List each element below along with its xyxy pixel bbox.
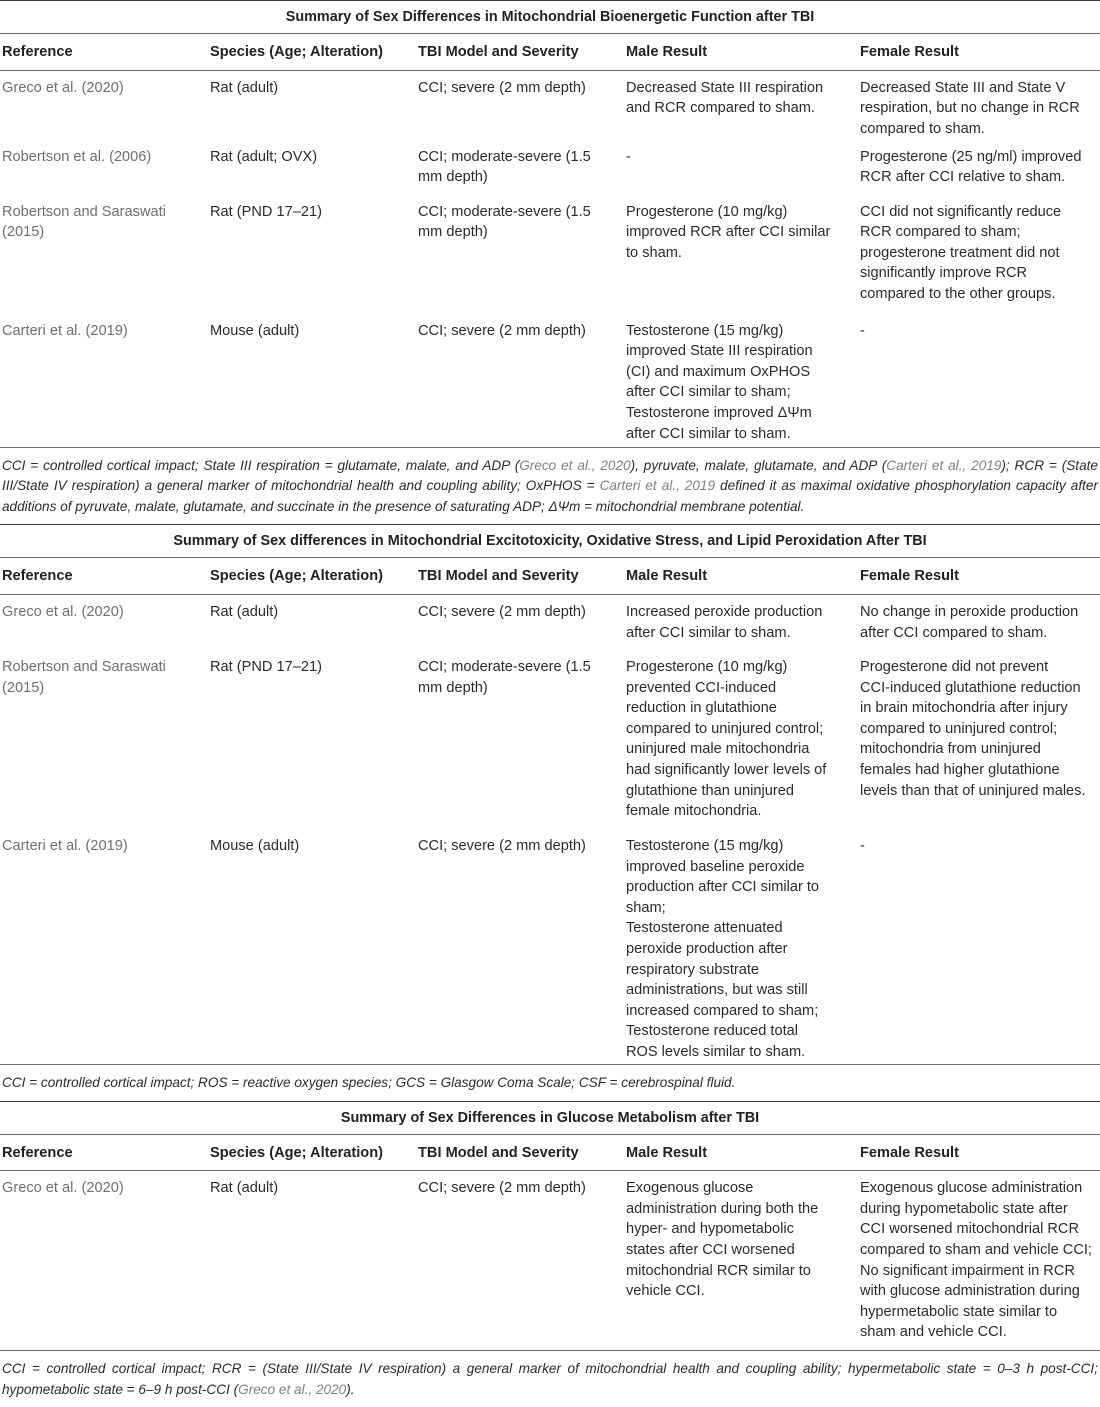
female-line: CCI-induced glutathione reduction bbox=[860, 679, 1081, 696]
reference-cell: Robertson and Saraswati (2015) bbox=[2, 203, 166, 241]
male-result-cell bbox=[624, 657, 858, 829]
male-result-cell bbox=[624, 202, 858, 314]
female-line: after CCI compared to sham. bbox=[860, 624, 1048, 641]
table-footnote bbox=[0, 448, 1100, 525]
male-line: improved baseline peroxide bbox=[626, 858, 805, 875]
female-line: females had higher glutathione bbox=[860, 761, 1060, 778]
table-footnote bbox=[0, 1351, 1100, 1407]
female-line: compared to sham. bbox=[860, 120, 985, 137]
table-row bbox=[0, 314, 1100, 447]
model-cell: CCI; moderate-severe (1.5 mm depth) bbox=[418, 148, 591, 186]
species-cell: Rat (PND 17–21) bbox=[210, 203, 322, 220]
reference-cell: Greco et al. (2020) bbox=[2, 1180, 124, 1197]
female-line: in brain mitochondria after injury bbox=[860, 700, 1068, 717]
species-cell: Rat (adult) bbox=[210, 1180, 279, 1197]
reference-cell: Greco et al. (2020) bbox=[2, 79, 124, 96]
female-line: hypermetabolic state similar to bbox=[860, 1303, 1058, 1320]
header-species: Species (Age; Alteration) bbox=[210, 1144, 383, 1161]
male-result-cell bbox=[624, 147, 858, 195]
female-line: progesterone treatment did not bbox=[860, 244, 1060, 261]
female-result-cell bbox=[858, 836, 1100, 1064]
male-result-cell bbox=[624, 321, 858, 447]
male-line: peroxide production after bbox=[626, 940, 788, 957]
model-cell: CCI; moderate-severe (1.5 mm depth) bbox=[418, 658, 591, 696]
species-cell: Rat (adult) bbox=[210, 79, 279, 96]
male-line: female mitochondria. bbox=[626, 803, 762, 820]
female-line: sham and vehicle CCI. bbox=[860, 1324, 1007, 1341]
table-section-bioenergetic bbox=[0, 0, 1100, 524]
header-row bbox=[0, 558, 1100, 594]
female-result-cell bbox=[858, 147, 1100, 195]
male-line: mitochondrial RCR similar to bbox=[626, 1262, 811, 1279]
footnote-text: ); RCR = (State III/State IV respiration) a general marker of mitochondrial health and coupling ability; OxPHOS = bbox=[2, 457, 1098, 494]
male-line: sham; bbox=[626, 899, 666, 916]
reference-cell: Robertson and Saraswati (2015) bbox=[2, 658, 166, 696]
male-line: after CCI similar to sham; bbox=[626, 384, 791, 401]
header-reference: Reference bbox=[2, 44, 73, 60]
female-line: respiration, but no change in RCR bbox=[860, 100, 1080, 117]
male-line: and RCR compared to sham. bbox=[626, 100, 815, 117]
citation-link[interactable]: Carteri et al., 2019 bbox=[886, 457, 1002, 473]
female-line: with glucose administration during bbox=[860, 1283, 1080, 1300]
female-result-cell bbox=[858, 78, 1100, 140]
male-line: Testosterone (15 mg/kg) bbox=[626, 837, 784, 854]
footnote-text: CCI = controlled cortical impact; RCR = (State III/State IV respiration) a general marker of mitochondrial health and coupling ability; hypermetabolic state = 0–3 h post-CCI; hypometabolic state = 6–9 h post-CCI ( bbox=[2, 1361, 1098, 1397]
male-line: after CCI similar to sham. bbox=[626, 425, 791, 442]
reference-cell: Greco et al. (2020) bbox=[2, 603, 124, 620]
model-cell: CCI; severe (2 mm depth) bbox=[418, 603, 586, 620]
female-line: levels than that of uninjured males. bbox=[860, 782, 1086, 799]
male-line: Progesterone (10 mg/kg) bbox=[626, 658, 788, 675]
female-result-cell bbox=[858, 657, 1100, 829]
table-row bbox=[0, 1171, 1100, 1350]
table-row bbox=[0, 195, 1100, 314]
header-male-result: Male Result bbox=[626, 1144, 708, 1161]
female-line: RCR compared to sham; bbox=[860, 224, 1021, 241]
table-section-glucose-metabolism bbox=[0, 1101, 1100, 1407]
table-footnote: CCI = controlled cortical impact; ROS = reactive oxygen species; GCS = Glasgow Coma Scale; CSF = cerebrospinal fluid. bbox=[2, 1074, 736, 1090]
species-cell: Mouse (adult) bbox=[210, 322, 300, 339]
female-line: No significant impairment in RCR bbox=[860, 1262, 1075, 1279]
male-line: Progesterone (10 mg/kg) bbox=[626, 203, 788, 220]
section-title: Summary of Sex Differences in Mitochondrial Bioenergetic Function after TBI bbox=[285, 9, 815, 25]
female-line: Exogenous glucose administration bbox=[860, 1180, 1083, 1197]
female-line: mitochondria from uninjured bbox=[860, 741, 1041, 758]
male-line: Testosterone improved ΔΨm bbox=[626, 404, 812, 421]
footnote-text: ), pyruvate, malate, glutamate, and ADP ( bbox=[630, 457, 887, 473]
model-cell: CCI; severe (2 mm depth) bbox=[418, 1180, 586, 1197]
male-line: reduction in glutathione bbox=[626, 700, 777, 717]
reference-cell: Carteri et al. (2019) bbox=[2, 837, 128, 854]
male-line: production after CCI similar to bbox=[626, 879, 820, 896]
male-line: had significantly lower levels of bbox=[626, 761, 827, 778]
header-species: Species (Age; Alteration) bbox=[210, 44, 383, 60]
male-line: Decreased State III respiration bbox=[626, 79, 824, 96]
header-female-result: Female Result bbox=[860, 1144, 959, 1161]
female-line: compared to uninjured control; bbox=[860, 720, 1058, 737]
male-line: states after CCI worsened bbox=[626, 1241, 795, 1258]
male-result-cell bbox=[624, 836, 858, 1064]
model-cell: CCI; severe (2 mm depth) bbox=[418, 837, 586, 854]
male-line: (CI) and maximum OxPHOS bbox=[626, 363, 811, 380]
male-line: administrations, but was still bbox=[626, 982, 808, 999]
male-line: to sham. bbox=[626, 244, 682, 261]
female-result-cell bbox=[858, 1178, 1100, 1350]
reference-cell: Carteri et al. (2019) bbox=[2, 322, 128, 339]
footnote-text: defined it as maximal oxidative phosphorylation capacity after additions of pyruvate, malate, glutamate, and succinate in the presence of saturating ADP; ΔΨm = mitochondrial membrane potential. bbox=[2, 478, 1098, 514]
citation-link[interactable]: Greco et al., 2020 bbox=[519, 457, 631, 473]
male-line: prevented CCI-induced bbox=[626, 679, 777, 696]
male-line: glutathione than uninjured bbox=[626, 782, 794, 799]
female-line: RCR after CCI relative to sham. bbox=[860, 169, 1066, 186]
female-result-cell bbox=[858, 602, 1100, 650]
female-result-cell bbox=[858, 321, 1100, 447]
species-cell: Mouse (adult) bbox=[210, 837, 300, 854]
male-line: ROS levels similar to sham. bbox=[626, 1043, 806, 1060]
female-line: No change in peroxide production bbox=[860, 603, 1079, 620]
species-cell: Rat (PND 17–21) bbox=[210, 658, 322, 675]
male-line: - bbox=[626, 148, 631, 165]
header-model: TBI Model and Severity bbox=[418, 44, 579, 60]
header-female-result: Female Result bbox=[860, 568, 959, 585]
female-line: Progesterone (25 ng/ml) improved bbox=[860, 148, 1082, 165]
header-male-result: Male Result bbox=[626, 44, 708, 60]
male-line: hyper- and hypometabolic bbox=[626, 1221, 794, 1238]
male-line: Increased peroxide production bbox=[626, 603, 823, 620]
model-cell: CCI; moderate-severe (1.5 mm depth) bbox=[418, 203, 591, 241]
section-title: Summary of Sex Differences in Glucose Metabolism after TBI bbox=[340, 1109, 760, 1126]
species-cell: Rat (adult; OVX) bbox=[210, 148, 318, 165]
table-row bbox=[0, 829, 1100, 1064]
male-line: compared to uninjured control; bbox=[626, 720, 824, 737]
model-cell: CCI; severe (2 mm depth) bbox=[418, 79, 586, 96]
male-result-cell bbox=[624, 78, 858, 140]
male-line: Testosterone reduced total bbox=[626, 1023, 798, 1040]
header-male-result: Male Result bbox=[626, 568, 708, 585]
table-row bbox=[0, 650, 1100, 829]
female-line: compared to sham and vehicle CCI; bbox=[860, 1241, 1092, 1258]
female-line: significantly improve RCR bbox=[860, 265, 1028, 282]
footnote-text: CCI = controlled cortical impact; State III respiration = glutamate, malate, and ADP ( bbox=[2, 457, 520, 473]
section-title: Summary of Sex differences in Mitochondrial Excitotoxicity, Oxidative Stress, and Lipid Peroxidation After TBI bbox=[173, 533, 927, 550]
header-model: TBI Model and Severity bbox=[418, 1144, 579, 1161]
reference-cell: Robertson et al. (2006) bbox=[2, 148, 152, 165]
table-row bbox=[0, 140, 1100, 195]
header-reference: Reference bbox=[2, 1144, 73, 1161]
header-species: Species (Age; Alteration) bbox=[210, 568, 383, 585]
female-line: - bbox=[860, 837, 865, 854]
male-line: respiratory substrate bbox=[626, 961, 760, 978]
header-reference: Reference bbox=[2, 568, 73, 585]
header-model: TBI Model and Severity bbox=[418, 568, 579, 585]
male-line: Exogenous glucose bbox=[626, 1180, 754, 1197]
citation-link[interactable]: Greco et al., 2020 bbox=[238, 1381, 347, 1397]
male-result-cell bbox=[624, 602, 858, 650]
female-line: CCI did not significantly reduce bbox=[860, 203, 1062, 220]
header-row bbox=[0, 1135, 1100, 1171]
male-line: vehicle CCI. bbox=[626, 1283, 705, 1300]
female-line: during hypometabolic state after bbox=[860, 1200, 1068, 1217]
male-line: Testosterone attenuated bbox=[626, 920, 783, 937]
male-line: improved State III respiration bbox=[626, 343, 813, 360]
species-cell: Rat (adult) bbox=[210, 603, 279, 620]
header-row bbox=[0, 34, 1100, 70]
footnote-text: ). bbox=[346, 1381, 355, 1397]
male-line: after CCI similar to sham. bbox=[626, 624, 791, 641]
male-line: improved RCR after CCI similar bbox=[626, 224, 831, 241]
male-line: administration during both the bbox=[626, 1200, 819, 1217]
table-row bbox=[0, 71, 1100, 140]
female-line: Decreased State III and State V bbox=[860, 79, 1066, 96]
citation-link[interactable]: Carteri et al., 2019 bbox=[599, 478, 716, 494]
male-line: Testosterone (15 mg/kg) bbox=[626, 322, 784, 339]
male-line: increased compared to sham; bbox=[626, 1002, 819, 1019]
female-line: - bbox=[860, 322, 865, 339]
female-line: CCI worsened mitochondrial RCR bbox=[860, 1221, 1079, 1238]
male-line: uninjured male mitochondria bbox=[626, 741, 810, 758]
male-result-cell bbox=[624, 1178, 858, 1350]
table-row bbox=[0, 595, 1100, 650]
model-cell: CCI; severe (2 mm depth) bbox=[418, 322, 586, 339]
header-female-result: Female Result bbox=[860, 44, 959, 60]
female-line: Progesterone did not prevent bbox=[860, 658, 1049, 675]
female-result-cell bbox=[858, 202, 1100, 314]
female-line: compared to the other groups. bbox=[860, 285, 1056, 302]
table-section-oxidative-stress bbox=[0, 524, 1100, 1100]
